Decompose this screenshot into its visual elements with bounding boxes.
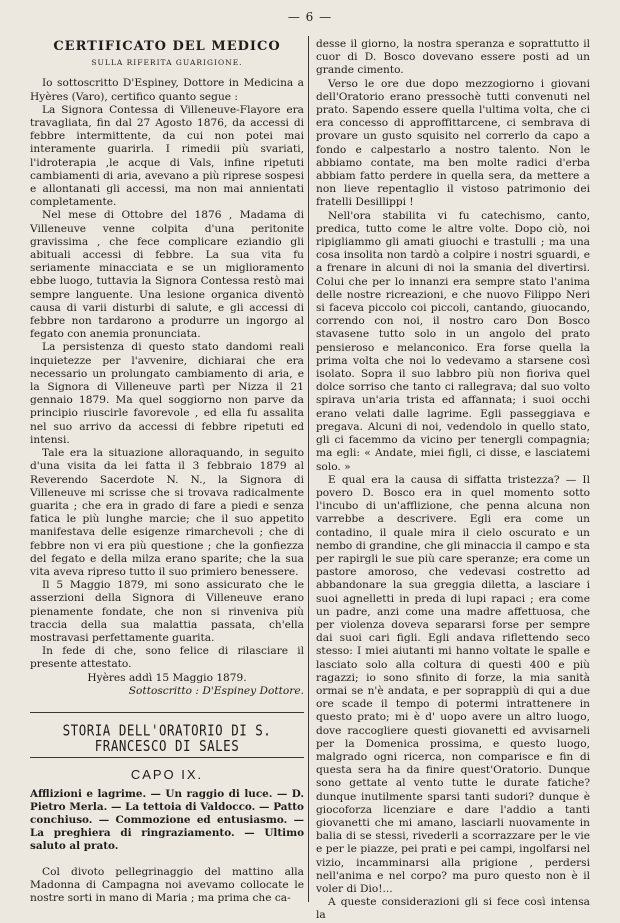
paragraph: Tale era la situazione alloraquando, in seguito d'una visita da lei fatta il 3 febbraio 1879 al Reverendo Sacerdote N. N., la Signora di Villeneuve mi scrisse che si trovava radicalmente guarita ; che era in grado di fare a piedi e senza fatica le più lunghe marcie; che il suo appetito manifestava delle esigenze rimarchevoli ; che di febbre non vi era più questione ; che la gonfiezza del fegato e della milza erano sparite; che la sua vita aveva ripreso tutto il suo primiero benessere. bbox=[30, 447, 304, 578]
paragraph: Verso le ore due dopo mezzogiorno i giovani dell'Oratorio erano pressochè tutti convenuti nel prato. Sapendo essere quella l'ultima volta, che ci era concesso di approffittarcene, ci sembrava di provare un gusto squisito nel correrlo da capo a fondo e calpestarlo a nostro talento. Non le abbiamo contate, ma ben molte radici d'erba abbiam fatto perdere in quella sera, da mettere a non lieve repentaglio il vistoso patrimonio dei fratelli Desillippi ! bbox=[316, 77, 590, 209]
paragraph: E qual era la causa di siffatta tristezza? — Il povero D. Bosco era in quel momento sotto l'incubo di un'afflizione, che penna alcuna non varrebbe a descrivere. Egli era come un contadino, il quale mira il cielo oscurato e un nembo di grandine, che gli minaccia il campo e sta per rapirgli le sue più care speranze; era come un pastore amoroso, che vedevasi costretto ad abbandonare la sua greggia diletta, a lasciare i suoi agnelletti in preda di lupi rapaci ; era come un padre, anzi come una madre affettuosa, che per violenza doveva separarsi forse per sempre dai suoi cari figli. Egli andava riflettendo seco stesso: I miei aiutanti mi hanno voltate le spalle e lasciato solo alla coltura di questi 400 e più ragazzi; io sono sfinito di forze, la mia sanità ormai se n'è andata, e per soprappiù di qui a due ore scade il tempo di potermi intrattenere in questo prato; mi è d' uopo avere un altro luogo, dove raccogliere questi giovanetti ed avvisarneli per la Domenica prossima, e questo luogo, malgrado ogni ricerca, non comparisce e fin di questa sera ha da finire quest'Oratorio. Dunque sono gettate al vento tutte le durate fatiche? dunque inutilmente sparsi tanti sudori? dunque è giocoforza licenziare e dare l'addio a tanti giovanetti che mi amano, lasciarli nuovamente in balia di se stessi, rivederli a scorrazzare per le vie e per le piazze, pei prati e pei campi, ingolfarsi nel vizio, incamminarsi alla prigione , perdersi nell'anima e nel corpo? ma puro questo non è il voler di Dio!... bbox=[316, 473, 590, 895]
paragraph: Il 5 Maggio 1879, mi sono assicurato che le asserzioni della Signora di Villeneuve erano pienamente fondate, che non si rinveniva più traccia della sua malattia passata, ch'ella mostravasi perfettamente guarita. bbox=[30, 579, 304, 644]
paragraph: La persistenza di questo stato dandomi reali inquietezze per l'avvenire, dichiarai che era necessario un prolungato cambiamento di aria, e la Signora di Villeneuve partì per Nizza il 21 gennaio 1879. Ma quel soggiorno non parve da principio riuscirle favorevole , ed ella fu assalita nel suo arrivo da accessi di febbre ripetuti ed intensi. bbox=[30, 341, 304, 446]
paragraph: Nell'ora stabilita vi fu catechismo, canto, predica, tutto come le altre volte. Dopo ciò, noi ripigliammo gli amati giuochi e trastulli ; ma una cosa insolita non tardò a colpire i nostri sguardi, e a frenare in alcuni di noi la smania del divertirsi. Colui che per lo innanzi era sempre stato l'anima delle nostre ricreazioni, e che nuovo Filippo Neri si faceva piccolo coi piccoli, cantando, giuocando, correndo con noi, il nostro caro Don Bosco stavasene tutto solo in un angolo del prato pensieroso e melanconico. Era forse quella la prima volta che noi lo vedevamo a starsene così isolato. Sopra il suo labbro più non fioriva quel dolce sorriso che tanto ci rallegrava; dal suo volto spirava un'aria trista ed affannata; i suoi occhi erano velati dalle lagrime. Egli passeggiava e pregava. Alcuni di noi, vedendolo in quello stato, gli ci facemmo da vicino per tenergli compagnia; ma egli: « Andate, miei figli, ci disse, e lasciatemi solo. » bbox=[316, 209, 590, 473]
paragraph: In fede di che, sono felice di rilasciare il presente attestato. bbox=[30, 645, 304, 671]
section-divider bbox=[30, 712, 304, 713]
column-divider bbox=[308, 36, 309, 902]
chapter-heading: CAPO IX. bbox=[130, 767, 204, 783]
paragraph: Col divoto pellegrinaggio del mattino alla Madonna di Campagna noi avevamo collocate le nostre sorti in mano di Maria ; ma prima che ca- bbox=[30, 865, 304, 904]
right-column bbox=[316, 38, 590, 922]
signature: Sottoscritto : D'Espiney Dottore. bbox=[128, 684, 304, 697]
date-line: Hyères addì 15 Maggio 1879. bbox=[87, 671, 247, 684]
section-title: STORIA DELL'ORATORIO DI S. FRANCESCO DI SALES bbox=[62, 721, 272, 755]
certificate-subtitle: SULLA RIFERITA GUARIGIONE. bbox=[91, 58, 243, 68]
certificate-title: CERTIFICATO DEL MEDICO bbox=[53, 39, 281, 54]
paragraph: A queste considerazioni gli si fece così intensa la bbox=[316, 896, 590, 922]
paragraph: Nel mese di Ottobre del 1876 , Madama di Villeneuve venne colpita d'una peritonite gravissima , che fece complicare eziandio gli abituali accessi di febbre. La sua vita fu seriamente minacciata e se un miglioramento ebbe luogo, tuttavia la Signora Contessa restò mai sempre languente. Una lesione organica diventò causa di varii disturbi di salute, e gli accessi di febbre non tardarono a produrre un ingorgo al fegato con anemia pronunciata. bbox=[30, 209, 304, 341]
left-column bbox=[30, 38, 304, 904]
section-divider bbox=[30, 757, 304, 758]
paragraph: Io sottoscritto D'Espiney, Dottore in Medicina a Hyères (Varo), certifico quanto segue : bbox=[30, 77, 304, 103]
chapter-summary: Afflizioni e lagrime. — Un raggio di luce. — D. Pietro Merla. — La tettoia di Valdocco. — Patto conchiuso. — Commozione ed entusiasmo. — La preghiera di ringraziamento. — Ultimo saluto al prato. bbox=[30, 787, 304, 853]
paragraph: desse il giorno, la nostra speranza e soprattutto il cuor di D. Bosco dovevano essere posti ad un grande cimento. bbox=[316, 38, 590, 77]
page-number: — 6 — bbox=[287, 10, 333, 24]
paragraph: La Signora Contessa di Villeneuve-Flayore era travagliata, fin dal 27 Agosto 1876, da accessi di febbre intermittente, da cui non potei mai interamente guarirla. I rimedii più svariati, l'idroterapia ,le acque di Vals, infine ripetuti cambiamenti di aria, avevano a più riprese sospesi e allontanati gli accessi, ma non mai annientati completamente. bbox=[30, 103, 304, 209]
